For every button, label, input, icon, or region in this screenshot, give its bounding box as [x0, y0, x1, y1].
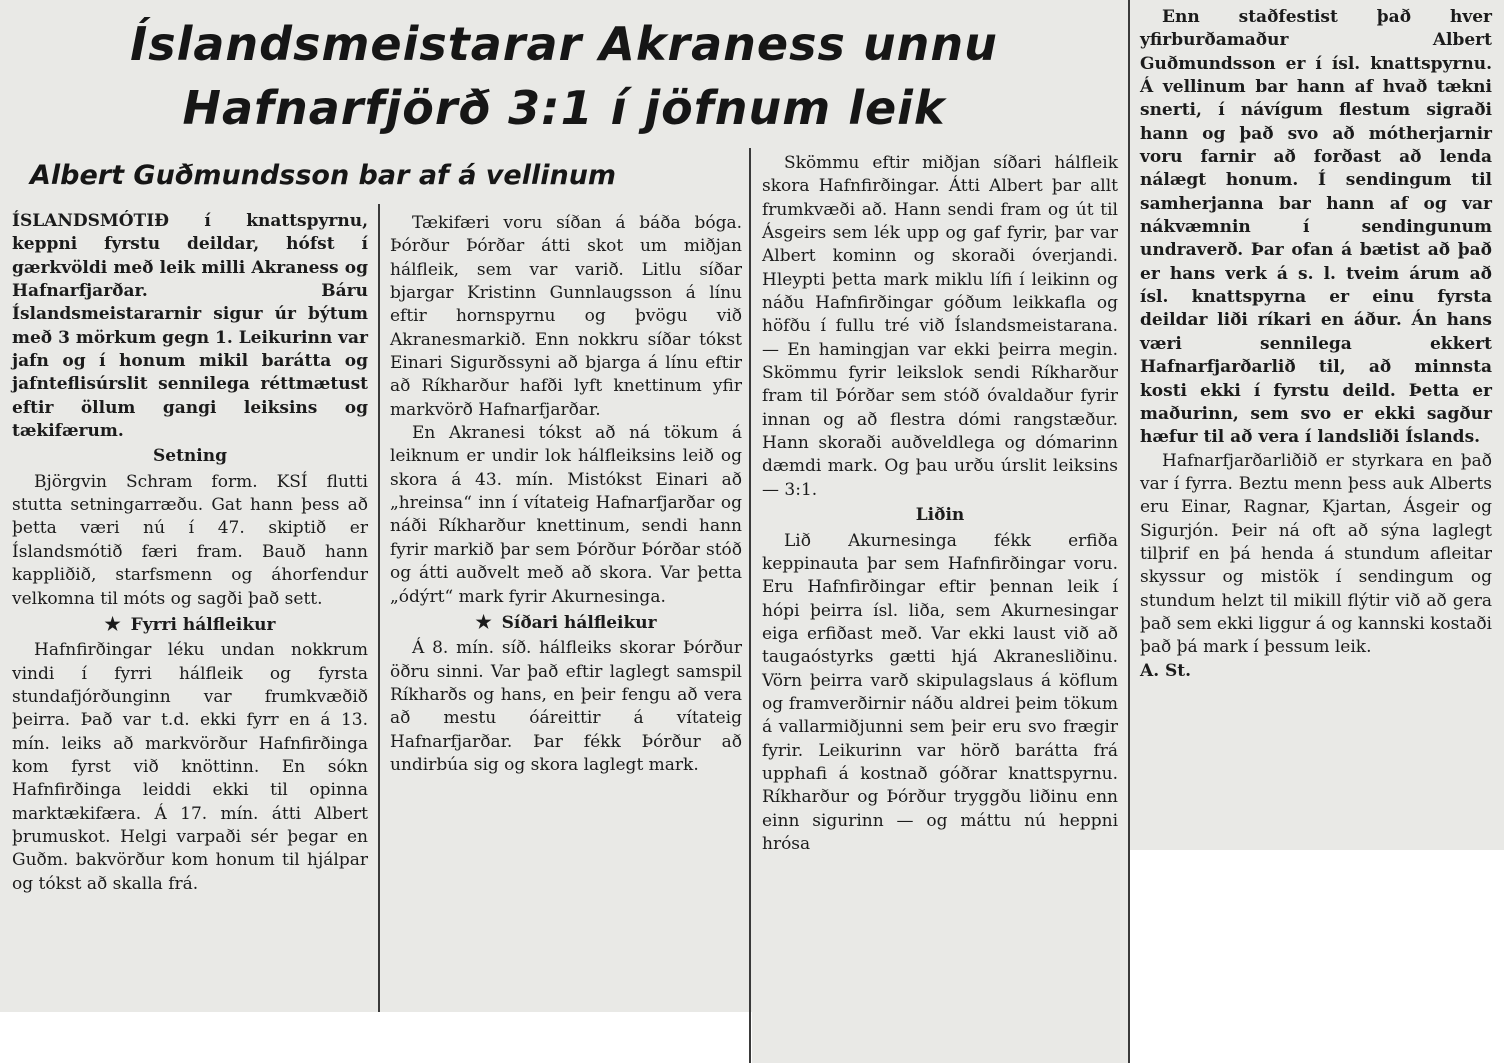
- paragraph-col4-1: Enn staðfestist það hver yfirburðamaður Albert Guðmundsson er í ísl. knattspyrnu. Á vellinum bar hann af hvað tækni snerti, í návígum flestum sigraði hann og það svo að mótherjarnir voru farnir að forðast að lenda nálægt honum. Í sendingum til samherjanna bar hann af og var nákvæmnin í sendingunum undraverð. Þar ofan á bætist að það er hans verk á s. l. tveim árum að ísl. knattspyrna er einu fyrsta deildar liði ríkari en áður. Án hans væri sennilega ekkert Hafnarfjarðarlið til, að minnsta kosti ekki í fyrstu deild. Þetta er maðurinn, sem svo er ekki sagður hæfur til að vera í landsliði Íslands.: [1140, 7, 1492, 448]
- column-rule-3: [1128, 0, 1130, 1063]
- article-column-1: [12, 210, 368, 896]
- headline-line-1: Íslandsmeistarar Akraness unnu: [130, 17, 998, 71]
- paragraph-col3-1: Skömmu eftir miðjan síðari hálfleik skora Hafnfirðingar. Átti Albert þar allt frumkvæði að. Hann sendi fram og út til Ásgeirs sem lék upp og gaf fyrir, þar var Albert kominn og skoraði óverjandi. Hleypti þetta mark miklu lífi í leikinn og náðu Hafnfirðingar góðum leikkafla og höfðu í fullu tré við Íslandsmeistarana. — En hamingjan var ekki þeirra megin. Skömmu fyrir leikslok sendi Ríkharður fram til Þórðar sem stóð óvaldaður fyrir innan og að flestra dómi rangstæður. Hann skoraði auðveldlega og dómarinn dæmdi mark. Og þau urðu úrslit leiksins — 3:1.: [762, 153, 1118, 500]
- paragraph-setning: Björgvin Schram form. KSÍ flutti stutta setningarræðu. Gat hann þess að þetta væri nú í 47. skiptið er Íslandsmótið færi fram. Bauð hann kappliðið, starfsmenn og áhorfendur velkomna til móts og sagði það sett.: [12, 471, 368, 609]
- section-heading-setning: Setning: [152, 446, 227, 467]
- paragraph-col2-1: Tækifæri voru síðan á báða bóga. Þórður Þórðar átti skot um miðjan hálfleik, sem var varið. Litlu síðar bjargar Kristinn Gunnlaugsson á línu eftir hornspyrnu og þvögu við Akranesmarkið. Enn nokkru síðar tókst Einari Sigurðssyni að bjarga á línu eftir að Ríkharður hafði lyft knettinum yfir markvörð Hafnarfjarðar.: [390, 213, 742, 420]
- lead-paragraph: ÍSLANDSMÓTIÐ í knattspyrnu, keppni fyrstu deildar, hófst í gærkvöldi með leik milli Akraness og Hafnarfjarðar. Báru Íslandsmeistararnir sigur úr býtum með 3 mörkum gegn 1. Leikurinn var jafn og í honum mikil barátta og jafnteflisúrslit sennilega réttmætust eftir öllum gangi leiksins og tækifærum.: [12, 211, 368, 442]
- subheadline: Albert Guðmundsson bar af á vellinum: [30, 160, 617, 191]
- article-column-4: [1140, 6, 1492, 683]
- paragraph-col4-2: Hafnarfjarðarliðið er styrkara en það var í fyrra. Beztu menn þess auk Alberts eru Einar, Ragnar, Kjartan, Ásgeir og Sigurjón. Þeir ná oft að sýna laglegt tilþrif en þá henda á stundum afleitar skyssur og mistök í sendingum og stundum helzt til mikill flýtir við að gera það sem ekki liggur á og kannski kostaði það þá mark í þessum leik.: [1140, 450, 1492, 658]
- headline: [14, 12, 1114, 140]
- paragraph-col3-2: Lið Akurnesinga fékk erfiða keppinauta þar sem Hafnfirðingar voru. Eru Hafnfirðingar eftir þennan leik í hópi þeirra ísl. liða, sem Akurnesingar eiga erfiðast með. Var ekki laust við að taugaóstyrks gætti hjá Akranesliðinu. Vörn þeirra varð skipulagslaus á köflum og framverðirnir náðu aldrei þeim tökum á vallarmiðjunni sem þeir eru svo frægir fyrir. Leikurinn var hörð barátta frá upphafi á kostnað góðrar knattspyrnu. Ríkharður og Þórður tryggðu liðinu enn einn sigurinn — og máttu nú heppni hrósa: [762, 530, 1118, 854]
- column-rule-2: [749, 148, 751, 1063]
- paragraph-fyrri: Hafnfirðingar léku undan nokkrum vindi í fyrri hálfleik og fyrsta stundafjórðunginn var frumkvæðið þeirra. Það var t.d. ekki fyrr en á 13. mín. leiks að markvörður Hafnfirðinga kom fyrst við knöttinn. En sókn Hafnfirðinga leiddi ekki til opinna marktækifæra. Á 17. mín. átti Albert þrumuskot. Helgi varpaði sér þegar en Guðm. bakvörður kom honum til hjálpar og tókst að skalla frá.: [12, 640, 368, 894]
- article-column-2: [390, 212, 742, 777]
- section-heading-sidari: [390, 611, 742, 635]
- paragraph-col2-2: En Akranesi tókst að ná tökum á leiknum er undir lok hálfleiksins leið og skora á 43. mín. Mistókst Einari að „hreinsa“ inn í vítateig Hafnarfjarðar og náði Ríkharður knettinum, sendi hann fyrir markið þar sem Þórður Þórðar stóð og átti auðvelt með að skora. Var þetta „ódýrt“ mark fyrir Akurnesinga.: [390, 423, 742, 607]
- section-heading-lidin: Liðin: [915, 505, 965, 526]
- section-heading-fyrri: [12, 613, 368, 637]
- star-icon: ★: [475, 611, 492, 633]
- star-icon: ★: [104, 613, 121, 635]
- column-rule-1: [378, 204, 380, 1012]
- paragraph-col2-3: Á 8. mín. síð. hálfleiks skorar Þórður öðru sinni. Var það eftir laglegt samspil Ríkharðs og hans, en þeir fengu að vera að mestu óáreittir á vítateig Hafnarfjarðar. Þar fékk Þórður að undirbúa sig og skora laglegt mark.: [390, 638, 742, 775]
- article-column-3: [762, 152, 1118, 856]
- headline-line-2: Hafnarfjörð 3:1 í jöfnum leik: [182, 81, 946, 135]
- section-heading-sidari-label: Síðari hálfleikur: [501, 612, 657, 633]
- section-heading-fyrri-label: Fyrri hálfleikur: [130, 614, 276, 635]
- author-signature: A. St.: [1140, 660, 1192, 681]
